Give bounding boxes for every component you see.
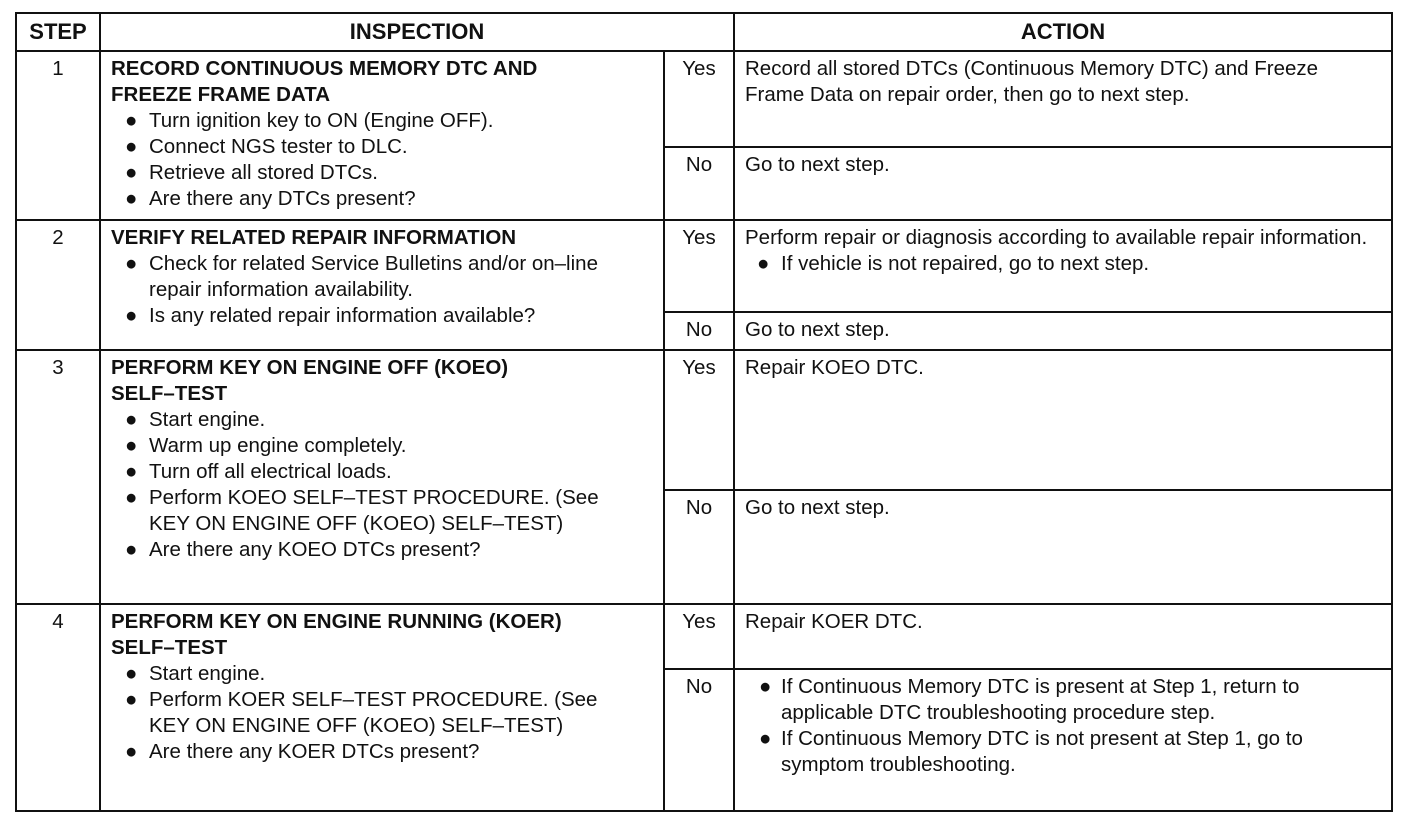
step-1-yes-row xyxy=(16,51,1392,147)
no-label: No xyxy=(664,147,734,219)
yes-action: Record all stored DTCs (Continuous Memory DTC) and Freeze Frame Data on repair order, then go to next step. xyxy=(734,51,1392,147)
no-action: Go to next step. xyxy=(734,312,1392,350)
diagnostic-table xyxy=(15,12,1393,812)
bullet-icon: ● xyxy=(125,740,138,764)
inspection-list xyxy=(111,251,655,329)
bullet-icon: ● xyxy=(125,537,138,561)
list-item: ● Perform KOER SELF–TEST PROCEDURE. (See KEY ON ENGINE OFF (KOEO) SELF–TEST) xyxy=(125,688,598,738)
yes-action: Repair KOER DTC. xyxy=(734,604,1392,668)
no-label: No xyxy=(664,490,734,604)
no-action: Go to next step. xyxy=(734,147,1392,219)
list-item: ● Warm up engine completely. xyxy=(125,433,407,457)
bullet-icon: ● xyxy=(125,109,138,133)
inspection-title: PERFORM KEY ON ENGINE RUNNING (KOER) SELF–TEST xyxy=(111,610,562,660)
bullet-icon: ● xyxy=(125,161,138,185)
yes-label: Yes xyxy=(664,51,734,147)
list-item: ● Connect NGS tester to DLC. xyxy=(125,135,408,159)
list-item: ● Check for related Service Bulletins and/or on–line repair information availability. xyxy=(125,251,598,301)
inspection-list xyxy=(111,108,655,212)
step-number: 1 xyxy=(16,51,100,219)
list-item: ● Start engine. xyxy=(125,662,266,686)
list-item: ● Are there any KOEO DTCs present? xyxy=(125,537,481,561)
bullet-icon: ● xyxy=(125,303,138,327)
bullet-icon: ● xyxy=(125,251,138,275)
step-3-yes-row xyxy=(16,350,1392,490)
bullet-icon: ● xyxy=(125,187,138,211)
bullet-icon: ● xyxy=(125,485,138,509)
bullet-icon: ● xyxy=(759,674,772,698)
list-item: ● If Continuous Memory DTC is present at Step 1, return to applicable DTC troubleshooting procedure step. xyxy=(759,674,1300,724)
list-item: ● If Continuous Memory DTC is not present at Step 1, go to symptom troubleshooting. xyxy=(759,726,1303,776)
bullet-icon: ● xyxy=(125,662,138,686)
step-4-yes-row xyxy=(16,604,1392,668)
inspection-header: INSPECTION xyxy=(100,13,734,51)
step-header: STEP xyxy=(16,13,100,51)
list-item: ● Is any related repair information available? xyxy=(125,303,536,327)
list-item: ● Perform KOEO SELF–TEST PROCEDURE. (See KEY ON ENGINE OFF (KOEO) SELF–TEST) xyxy=(125,485,599,535)
no-action: Go to next step. xyxy=(734,490,1392,604)
step-number: 4 xyxy=(16,604,100,811)
yes-action: Perform repair or diagnosis according to available repair information. ● If vehicle is not repaired, go to next step. xyxy=(734,220,1392,312)
yes-action: Repair KOEO DTC. xyxy=(734,350,1392,490)
list-item: ● Start engine. xyxy=(125,407,266,431)
inspection-title: RECORD CONTINUOUS MEMORY DTC AND FREEZE FRAME DATA xyxy=(111,57,538,107)
inspection-cell xyxy=(100,51,664,219)
no-action xyxy=(734,669,1392,811)
bullet-icon: ● xyxy=(125,688,138,712)
action-sub-list xyxy=(745,251,1381,277)
list-item: ● Turn ignition key to ON (Engine OFF). xyxy=(125,109,494,133)
bullet-icon: ● xyxy=(757,251,770,275)
action-list xyxy=(745,674,1381,778)
inspection-cell xyxy=(100,350,664,605)
header-row xyxy=(16,13,1392,51)
bullet-icon: ● xyxy=(125,433,138,457)
list-item: ● Are there any DTCs present? xyxy=(125,187,416,211)
list-item: ● Turn off all electrical loads. xyxy=(125,459,392,483)
inspection-cell xyxy=(100,604,664,811)
list-item: ● If vehicle is not repaired, go to next step. xyxy=(757,251,1150,275)
inspection-title: VERIFY RELATED REPAIR INFORMATION xyxy=(111,225,517,249)
no-label: No xyxy=(664,669,734,811)
list-item: ● Retrieve all stored DTCs. xyxy=(125,161,378,185)
inspection-title: PERFORM KEY ON ENGINE OFF (KOEO) SELF–TEST xyxy=(111,355,509,405)
bullet-icon: ● xyxy=(125,459,138,483)
step-2-yes-row xyxy=(16,220,1392,312)
list-item: ● Are there any KOER DTCs present? xyxy=(125,740,480,764)
step-number: 2 xyxy=(16,220,100,350)
no-label: No xyxy=(664,312,734,350)
bullet-icon: ● xyxy=(125,135,138,159)
bullet-icon: ● xyxy=(125,407,138,431)
yes-label: Yes xyxy=(664,220,734,312)
yes-label: Yes xyxy=(664,604,734,668)
action-header: ACTION xyxy=(734,13,1392,51)
yes-label: Yes xyxy=(664,350,734,490)
inspection-cell xyxy=(100,220,664,350)
inspection-list xyxy=(111,407,655,563)
bullet-icon: ● xyxy=(759,726,772,750)
inspection-list xyxy=(111,661,655,765)
step-number: 3 xyxy=(16,350,100,605)
